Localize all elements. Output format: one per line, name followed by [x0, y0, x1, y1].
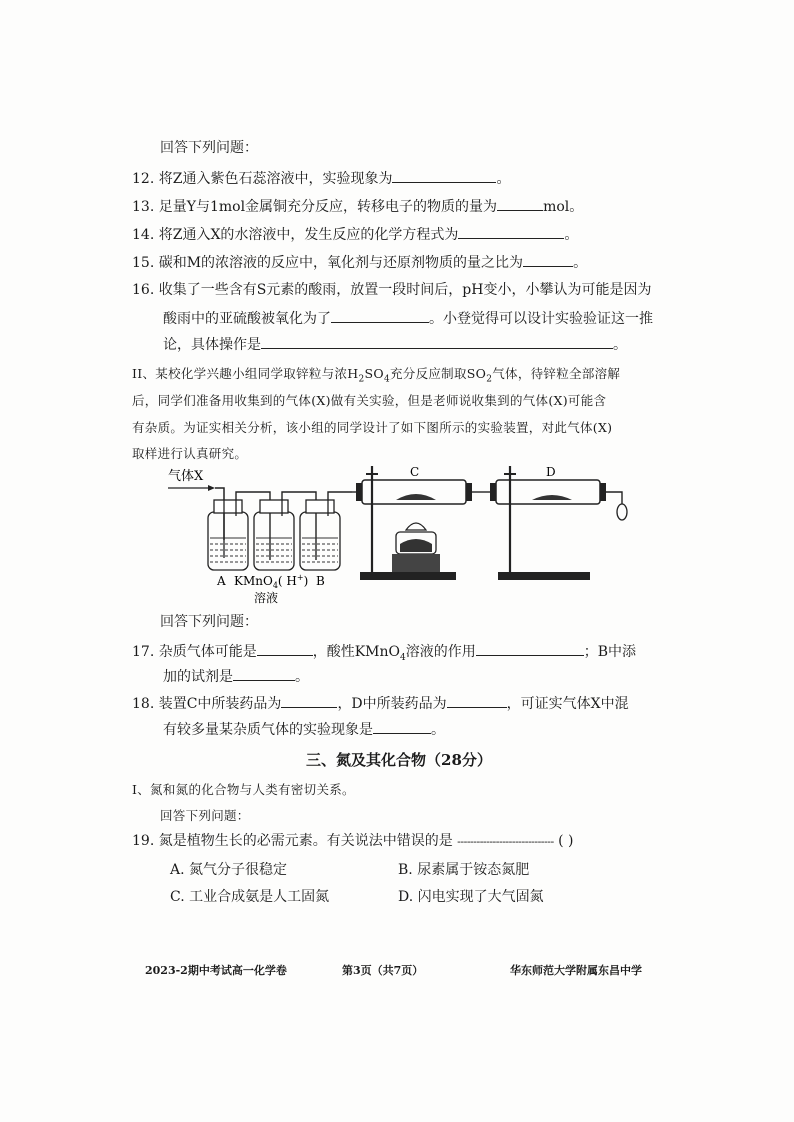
- question-number: 19.: [132, 833, 155, 849]
- question-text: 足量Y与1mol金属铜充分反应，转移电子的物质的量为: [158, 199, 498, 215]
- label-b: B: [316, 574, 325, 588]
- tube-d: [480, 466, 627, 580]
- question-number: 17.: [132, 644, 155, 660]
- option-c[interactable]: C. 工业合成氨是人工固氮: [170, 889, 330, 905]
- label-solution: 溶液: [254, 591, 279, 605]
- answer-blank[interactable]: [476, 641, 584, 656]
- question-18: 18. 装置C中所装药品为 ，D中所装药品为 ，可证实气体X中混: [132, 693, 629, 714]
- question-number: 15.: [132, 255, 155, 271]
- answer-blank[interactable]: [392, 168, 496, 183]
- footer-school-name: 华东师范大学附属东昌中学: [510, 964, 642, 977]
- answer-prompt: 回答下列问题：: [160, 140, 258, 156]
- answer-blank[interactable]: [458, 224, 564, 239]
- question-number: 14.: [132, 227, 155, 243]
- wash-bottle-b: [300, 500, 340, 570]
- answer-blank[interactable]: [447, 693, 507, 708]
- gas-x-label: 气体X: [168, 469, 204, 484]
- question-number: 13.: [132, 199, 155, 215]
- option-d[interactable]: D. 闪电实现了大气固氮: [398, 889, 544, 905]
- answer-prompt: 回答下列问题：: [160, 614, 258, 630]
- question-text: 碳和M的浓溶液的反应中，氧化剂与还原剂物质的量之比为: [158, 255, 524, 271]
- part-ii-line2: 后，同学们准备用收集到的气体(X)做有关实验，但是老师说收集到的气体(X)可能含: [132, 393, 607, 408]
- part-ii-line3: 有杂质。为证实相关分析，该小组的同学设计了如下图所示的实验装置，对此气体(X): [132, 420, 613, 435]
- answer-blank[interactable]: [261, 334, 613, 349]
- answer-blank[interactable]: [331, 308, 429, 323]
- label-a: A: [217, 574, 226, 588]
- option-a[interactable]: A. 氮气分子很稳定: [170, 862, 288, 878]
- question-14: 14. 将Z通入X的水溶液中，发生反应的化学方程式为 。: [132, 224, 578, 245]
- apparatus-diagram: [160, 460, 650, 610]
- answer-prompt: 回答下列问题：: [160, 808, 250, 823]
- label-c: C: [410, 465, 420, 479]
- part-ii-line1: II、某校化学兴趣小组同学取锌粒与浓$H_2SO_4$充分反应制取$SO_2$气体，待锌粒全部溶解: [132, 366, 621, 385]
- question-19: [132, 831, 574, 852]
- section-intro: I、氮和氮的化合物与人类有密切关系。: [132, 782, 355, 797]
- question-number: 16.: [132, 282, 155, 298]
- question-text: 氮是植物生长的必需元素。有关说法中错误的是: [158, 833, 453, 849]
- leader-dashes: ------------------------------: [457, 835, 554, 848]
- question-text: 将Z通入紫色石蕊溶液中，实验现象为: [158, 171, 393, 187]
- question-text: 将Z通入X的水溶液中，发生反应的化学方程式为: [158, 227, 459, 243]
- answer-blank[interactable]: [373, 719, 431, 734]
- answer-parentheses[interactable]: ( ): [558, 833, 574, 849]
- question-15: 15. 碳和M的浓溶液的反应中，氧化剂与还原剂物质的量之比为 。: [132, 252, 587, 273]
- question-16-line3: 论，具体操作是 。: [163, 334, 627, 355]
- option-b[interactable]: B. 尿素属于铵态氮肥: [398, 862, 530, 878]
- question-17: 17. 杂质气体可能是 ，酸性KMnO$_4$溶液的作用 ；B中添: [132, 641, 636, 668]
- answer-blank[interactable]: [497, 196, 543, 211]
- footer-exam-title: 2023-2期中考试高一化学卷: [145, 964, 287, 977]
- part-ii-line4: 取样进行认真研究。: [132, 446, 248, 461]
- footer-page-number: 第3页（共7页）: [342, 964, 424, 977]
- question-number: 18.: [132, 696, 155, 712]
- question-number: 12.: [132, 171, 155, 187]
- label-kmno4: KMnO$_4$( H+): [234, 573, 309, 590]
- wash-bottle-kmno4: [254, 500, 294, 570]
- answer-blank[interactable]: [233, 666, 295, 681]
- wash-bottle-a: [208, 500, 248, 570]
- question-12: 12. 将Z通入紫色石蕊溶液中，实验现象为 。: [132, 168, 510, 189]
- answer-blank[interactable]: [257, 641, 313, 656]
- heating-tube-c: [356, 466, 480, 580]
- label-d: D: [546, 465, 556, 479]
- question-text: 收集了一些含有S元素的酸雨，放置一段时间后，pH变小，小攀认为可能是因为: [158, 282, 652, 298]
- question-13: 13. 足量Y与1mol金属铜充分反应，转移电子的物质的量为 mol。: [132, 196, 583, 217]
- question-17-line2: 加的试剂是 。: [163, 666, 309, 687]
- answer-blank[interactable]: [523, 252, 573, 267]
- question-16-line2: 酸雨中的亚硫酸被氧化为了 。小登觉得可以设计实验验证这一推: [163, 308, 653, 329]
- section-heading: 三、氮及其化合物（28分）: [306, 751, 492, 769]
- question-18-line2: 有较多量某杂质气体的实验现象是 。: [163, 719, 445, 740]
- answer-blank[interactable]: [281, 693, 337, 708]
- question-16: [132, 280, 651, 300]
